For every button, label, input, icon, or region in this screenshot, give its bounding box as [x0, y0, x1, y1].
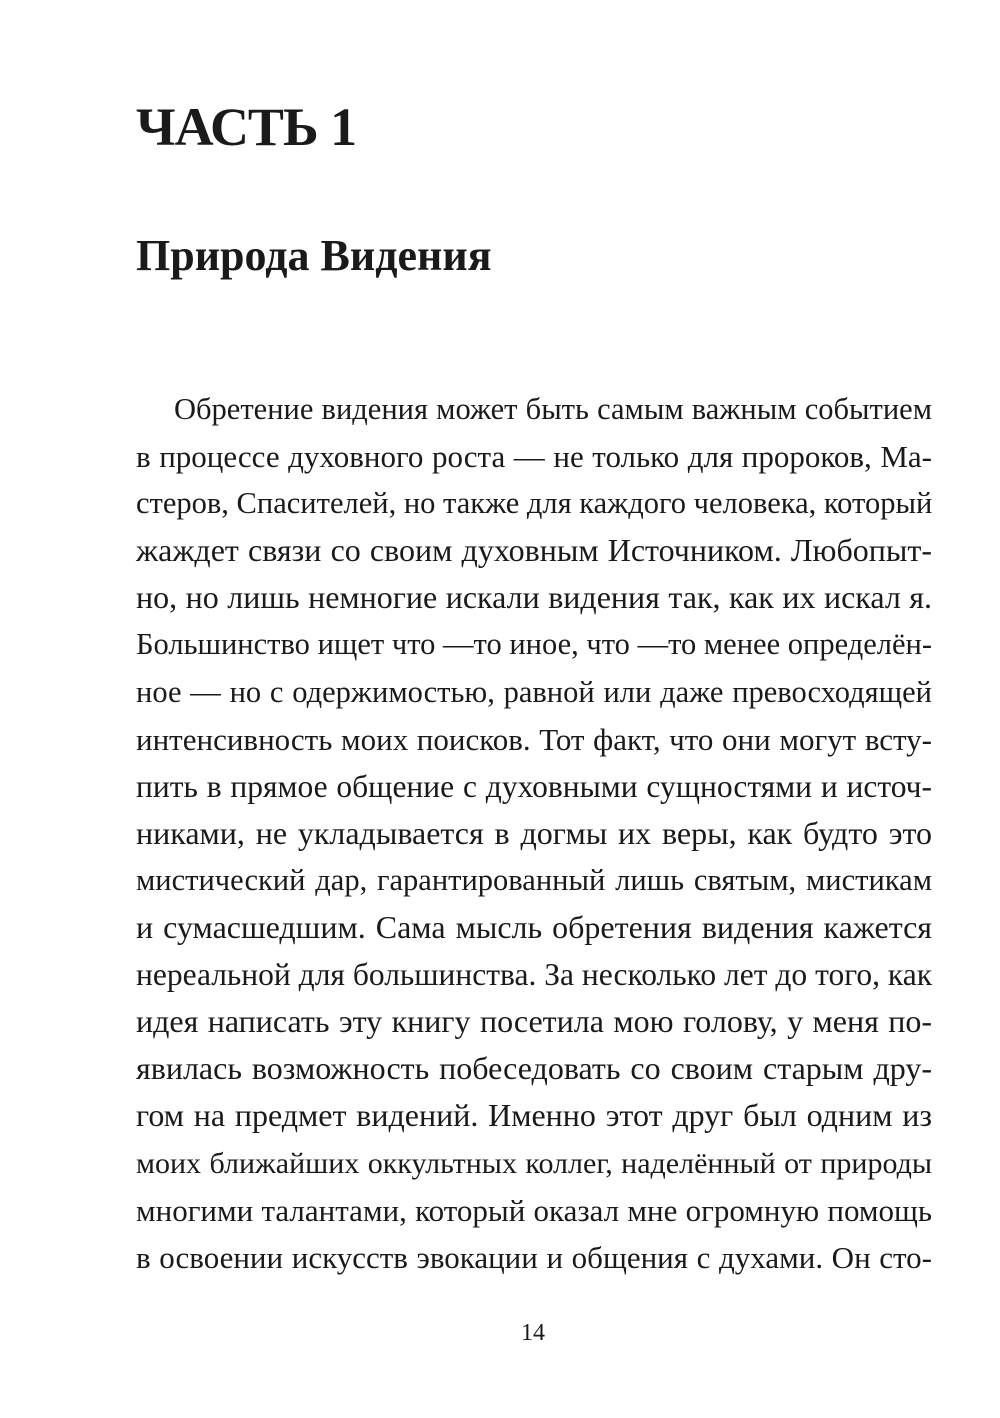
part-heading: ЧАСТЬ 1 — [136, 97, 357, 157]
body-line: моих ближайших оккультных коллег, наделённый от природы — [136, 1146, 932, 1180]
body-line: и сумасшедшим. Сама мысль обретения видения кажется — [136, 909, 932, 946]
body-line: жаждет связи со своим духовным Источником. Любопыт- — [136, 532, 932, 569]
body-line: ное — но с одержимостью, равной или даже превосходящей — [136, 674, 932, 709]
chapter-title: Природа Видения — [136, 231, 492, 280]
body-line: пить в прямое общение с духовными сущностями и источ- — [136, 768, 932, 804]
body-line: Обретение видения может быть самым важным событием — [174, 392, 932, 426]
body-line: идея написать эту книгу посетила мою голову, у меня по- — [136, 1003, 932, 1040]
body-line: многими талантами, который оказал мне огромную помощь — [136, 1192, 932, 1228]
body-line: в процессе духовного роста — не только для пророков, Ма- — [136, 439, 932, 475]
body-line: в освоении искусств эвокации и общения с духами. Он сто- — [136, 1239, 932, 1275]
body-line: мистический дар, гарантированный лишь святым, мистикам — [136, 862, 932, 897]
page-number: 14 — [521, 1320, 545, 1346]
body-line: стеров, Спасителей, но также для каждого человека, который — [136, 486, 933, 521]
body-line: Большинство ищет что —то иное, что —то менее определён- — [136, 627, 932, 662]
body-line: но, но лишь немногие искали видения так, как их искал я. — [136, 579, 932, 616]
body-line: интенсивность моих поисков. Тот факт, что они могут всту- — [136, 721, 932, 757]
body-text — [136, 386, 932, 1281]
body-line: нереальной для большинства. За несколько лет до того, как — [136, 957, 932, 993]
body-line: гом на предмет видений. Именно этот друг был одним из — [136, 1097, 932, 1134]
body-line: никами, не укладывается в догмы их веры, как будто это — [136, 814, 932, 851]
body-line: явилась возможность побеседовать со своим старым дру- — [136, 1050, 932, 1087]
